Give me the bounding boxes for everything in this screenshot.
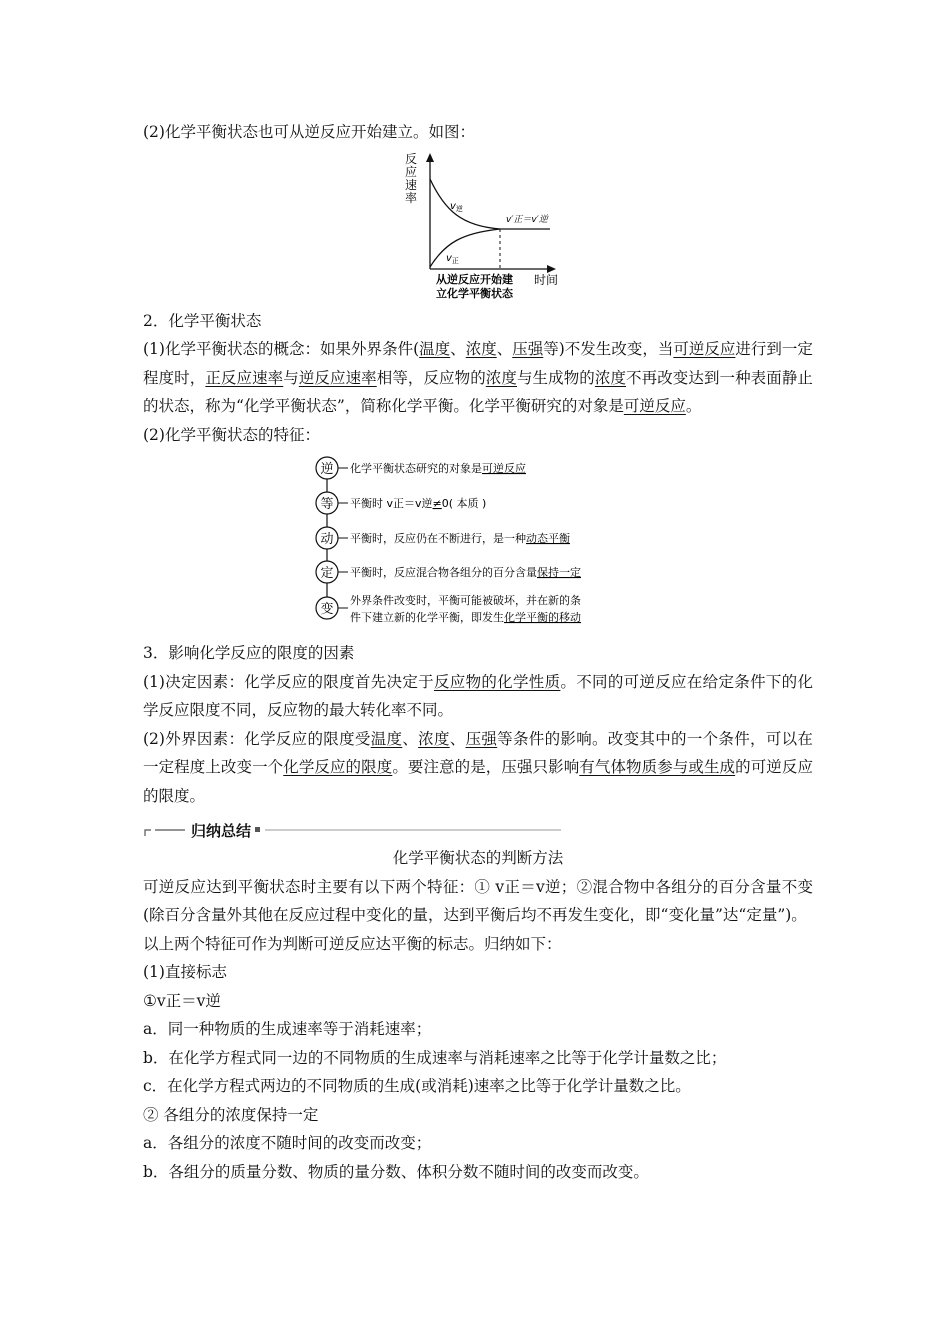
summary-label: 归纳总结 — [187, 820, 255, 841]
criterion-1-b: b．在化学方程式同一边的不同物质的生成速率与消耗速率之比等于化学计量数之比； — [143, 1048, 727, 1067]
section-2-heading: 2．化学平衡状态 — [143, 311, 262, 330]
feature-node-ding — [316, 561, 581, 583]
criterion-2-b: b．各组分的质量分数、物质的量分数、体积分数不随时间的改变而改变。 — [143, 1162, 649, 1181]
feature-node-deng — [316, 492, 486, 514]
svg-text:变: 变 — [320, 602, 334, 617]
criterion-2-a: a．各组分的浓度不随时间的改变而改变； — [143, 1134, 432, 1152]
external-factor-paragraph: (2)外界因素：化学反应的限度受温度、浓度、压强等条件的影响。改变其中的一个条件，可以在一定程度上改变一个化学反应的限度。要注意的是，压强只影响有气体物质参与或生成的可逆反应的限度。 — [143, 729, 813, 805]
x-axis-arrow-icon — [547, 265, 556, 273]
reaction-rate-graph — [400, 151, 565, 301]
x-label: 时间 — [534, 272, 559, 287]
svg-text:逆: 逆 — [320, 462, 334, 477]
section-3-heading: 3．影响化学反应的限度的因素 — [143, 644, 355, 662]
v-forward-label: $v_正$ — [446, 252, 459, 265]
y-axis-arrow-icon — [426, 153, 434, 162]
direct-marker-heading: (1)直接标志 — [143, 963, 227, 981]
equilibrium-features-diagram — [310, 455, 640, 635]
svg-text:等: 等 — [320, 497, 334, 512]
v-reverse-label: $v_逆$ — [450, 200, 463, 213]
concept-paragraph: (1)化学平衡状态的概念：如果外界条件(温度、浓度、压强等)不发生改变，当可逆反应进行到一定程度时，正反应速率与逆反应速率相等，反应物的浓度与生成物的浓度不再改变达到一种表面静止的状态，称为“化学平衡状态”，简称化学平衡。化学平衡研究的对象是可逆反应。 — [143, 340, 813, 415]
feature-text-dong: 平衡时，反应仍在不断进行，是一种动态平衡 — [350, 532, 570, 545]
y-label-2: 应 — [405, 164, 418, 179]
criterion-1-a: a．同一种物质的生成速率等于消耗速率； — [143, 1020, 432, 1038]
feature-node-dong — [316, 527, 570, 549]
graph-caption-1: 从逆反应开始建 — [436, 272, 513, 286]
features-title: (2)化学平衡状态的特征： — [143, 425, 320, 444]
reverse-rate-curve — [430, 179, 500, 229]
summary-header — [143, 820, 813, 842]
equilibrium-label: v′正＝v′逆 — [506, 214, 548, 225]
svg-text:动: 动 — [320, 532, 334, 547]
forward-rate-curve — [430, 229, 500, 267]
svg-text:定: 定 — [320, 566, 334, 581]
y-label-4: 率 — [405, 190, 418, 205]
intro-line: (2)化学平衡状态也可从逆反应开始建立。如图： — [143, 123, 475, 141]
summary-paragraph-2: 以上两个特征可作为判断可逆反应达平衡的标志。归纳如下： — [143, 934, 562, 953]
criterion-2: ② 各组分的浓度保持一定 — [143, 1105, 319, 1124]
summary-title: 化学平衡状态的判断方法 — [392, 849, 564, 867]
feature-node-ni — [316, 457, 526, 479]
feature-text-ni: 化学平衡状态研究的对象是可逆反应 — [350, 462, 526, 475]
criterion-1: ①v正＝v逆 — [143, 991, 221, 1010]
document-page — [143, 118, 813, 1186]
feature-text-bian-1: 外界条件改变时，平衡可能被破坏，并在新的条 — [350, 594, 581, 607]
summary-paragraph-1: 可逆反应达到平衡状态时主要有以下两个特征：① v正＝v逆；②混合物中各组分的百分含量不变(除百分含量外其他在反应过程中变化的量，达到平衡后均不再发生变化，即“变化量”达“定量”)。 — [143, 877, 813, 924]
criterion-1-c: c．在化学方程式两边的不同物质的生成(或消耗)速率之比等于化学计量数之比。 — [143, 1077, 691, 1095]
decisive-factor-paragraph: (1)决定因素：化学反应的限度首先决定于反应物的化学性质。不同的可逆反应在给定条件下的化学反应限度不同，反应物的最大转化率不同。 — [143, 672, 813, 719]
feature-text-bian-2: 件下建立新的化学平衡，即发生化学平衡的移动 — [350, 611, 581, 624]
feature-text-deng: 平衡时 v正＝v逆≠0( 本质 ) — [350, 497, 487, 510]
feature-node-bian — [316, 593, 581, 624]
y-label-3: 速 — [405, 177, 418, 192]
graph-caption-2: 立化学平衡状态 — [436, 286, 513, 300]
feature-text-ding: 平衡时，反应混合物各组分的百分含量保持一定 — [350, 566, 581, 579]
y-label-1: 反 — [405, 151, 418, 166]
